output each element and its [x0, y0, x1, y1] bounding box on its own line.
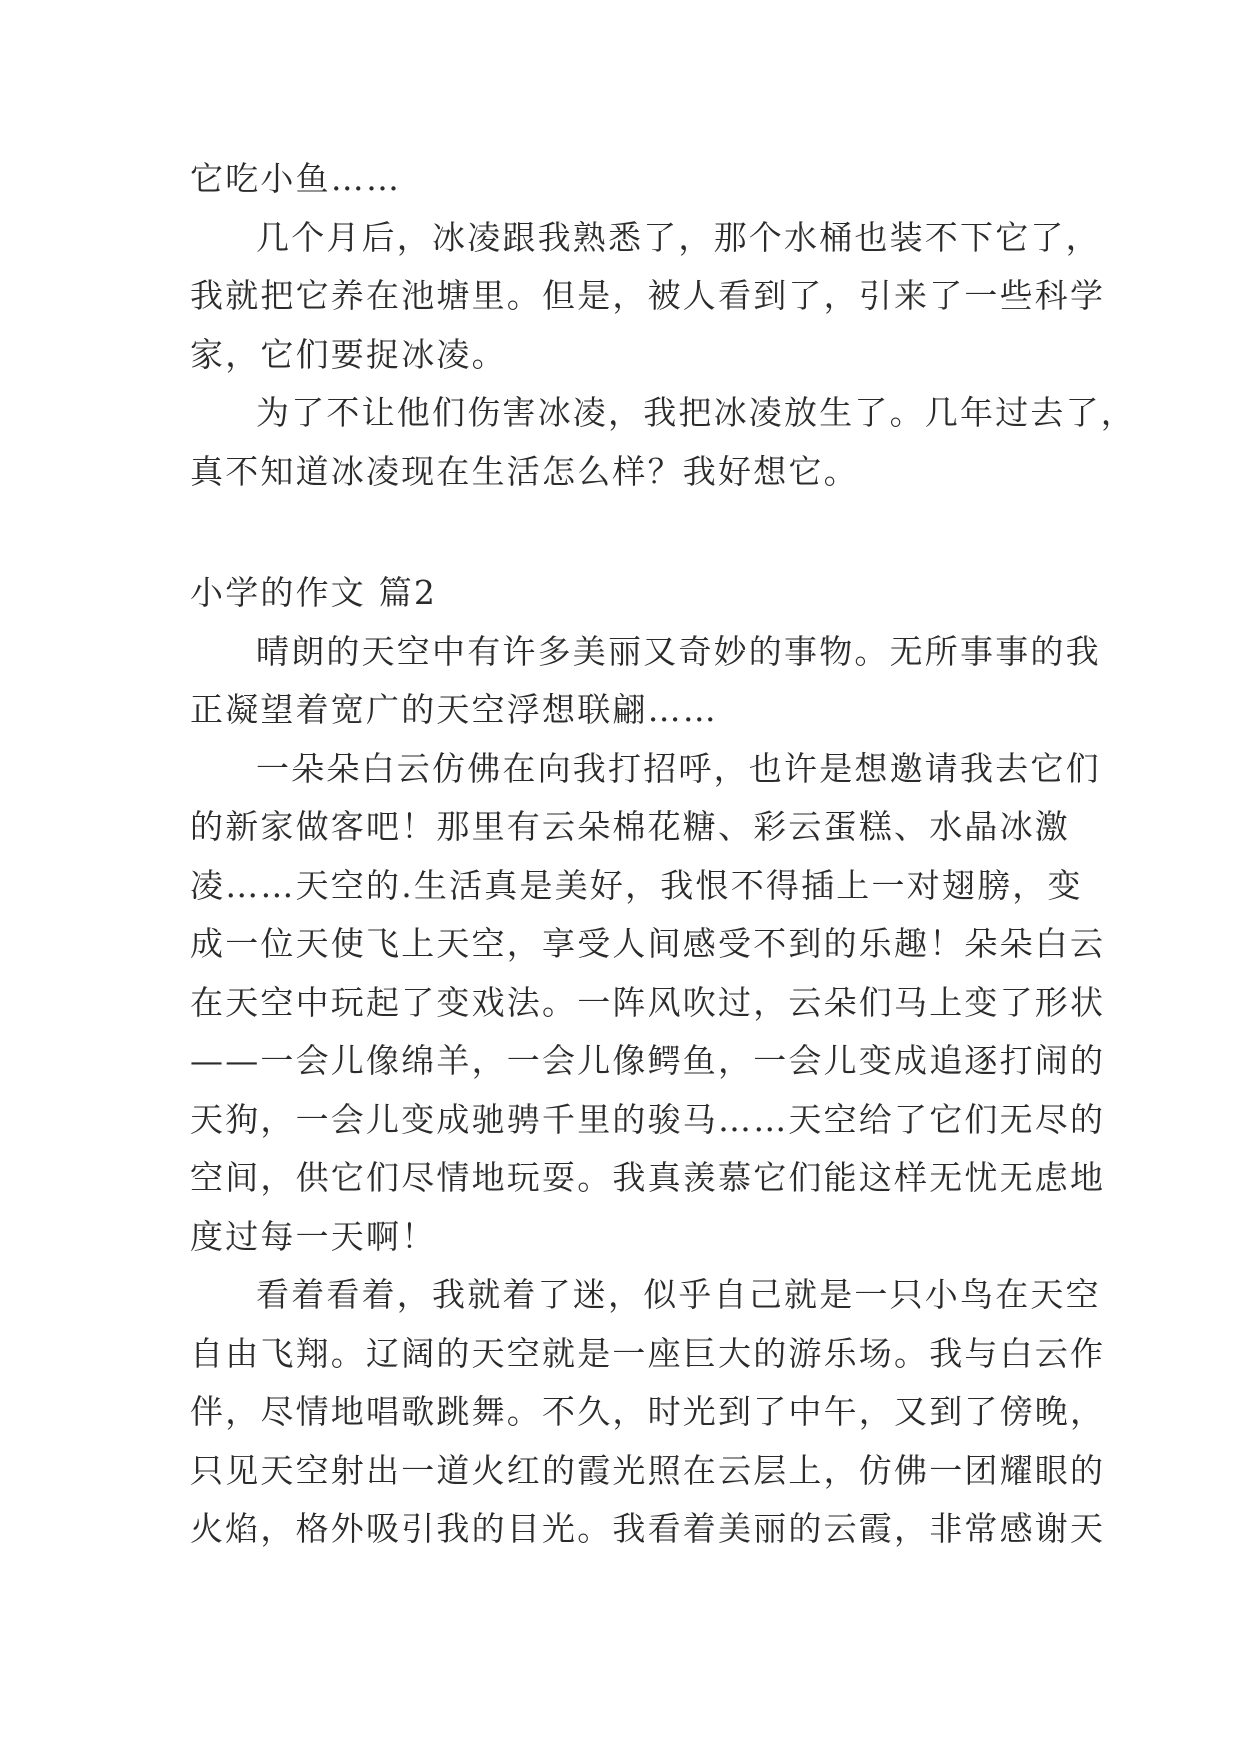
text-line: 家，它们要捉冰凌。	[190, 334, 507, 374]
section-gap	[190, 501, 1070, 564]
paragraph	[190, 623, 1101, 740]
text-line: 度过每一天啊！	[190, 1216, 437, 1256]
continuation-line: 它吃小鱼……	[190, 159, 402, 198]
text-line: 天狗，一会儿变成驰骋千里的骏马……天空给了它们无尽的	[190, 1099, 1106, 1139]
text-line: 的新家做客吧！那里有云朵棉花糖、彩云蛋糕、水晶冰激	[190, 807, 1070, 846]
text-line: 我就把它养在池塘里。但是，被人看到了，引来了一些科学	[190, 276, 1106, 315]
text-line: 看着看着，我就着了迷，似乎自己就是一只小鸟在天空	[256, 1275, 1101, 1314]
text-line: 在天空中玩起了变戏法。一阵风吹过，云朵们马上变了形状	[190, 982, 1106, 1022]
text-line: 空间，供它们尽情地玩耍。我真羡慕它们能这样无忧无虑地	[190, 1158, 1106, 1197]
text-line: 一朵朵白云仿佛在向我打招呼，也许是想邀请我去它们	[256, 748, 1101, 788]
text-line: 几个月后，冰凌跟我熟悉了，那个水桶也装不下它了，	[256, 217, 1101, 257]
text-line: 成一位天使飞上天空，享受人间感受不到的乐趣！朵朵白云	[190, 924, 1106, 963]
text-line: 为了不让他们伤害冰凌，我把冰凌放生了。几年过去了，	[256, 393, 1136, 432]
paragraph	[190, 209, 1106, 385]
paragraph	[190, 740, 1106, 1267]
text-line: 凌……天空的.生活真是美好，我恨不得插上一对翅膀，变	[190, 865, 1083, 905]
text-line: 火焰，格外吸引我的目光。我看着美丽的云霞，非常感谢天	[190, 1509, 1106, 1548]
text-line: 伴，尽情地唱歌跳舞。不久，时光到了中午，又到了傍晚，	[190, 1392, 1106, 1431]
text-line: 真不知道冰凌现在生活怎么样？我好想它。	[190, 451, 859, 491]
text-line: 正凝望着宽广的天空浮想联翩……	[190, 690, 718, 729]
paragraph	[190, 1266, 1106, 1559]
text-line: 只见天空射出一道火红的霞光照在云层上，仿佛一团耀眼的	[190, 1450, 1106, 1490]
text-line: ——一会儿像绵羊，一会儿像鳄鱼，一会儿变成追逐打闹的	[190, 1041, 1106, 1080]
section-heading: 小学的作文 篇2	[190, 573, 438, 612]
document-body	[190, 150, 1136, 1559]
text-line: 自由飞翔。辽阔的天空就是一座巨大的游乐场。我与白云作	[190, 1333, 1106, 1373]
text-line: 晴朗的天空中有许多美丽又奇妙的事物。无所事事的我	[256, 631, 1101, 671]
paragraph	[190, 384, 1136, 501]
